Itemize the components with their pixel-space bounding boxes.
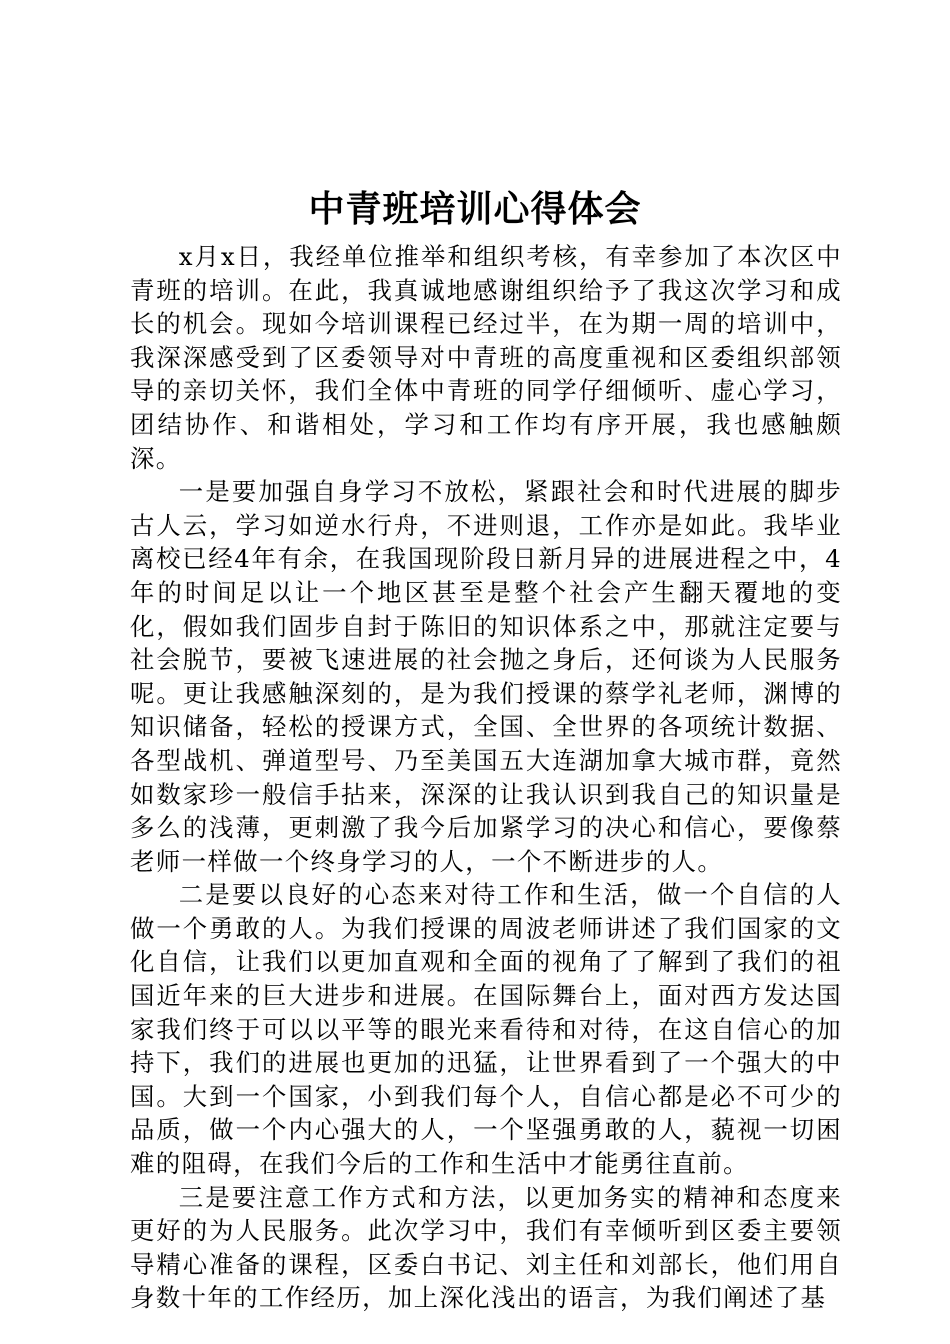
paragraph-point-one: 一是要加强自身学习不放松，紧跟社会和时代进展的脚步古人云，学习如逆水行舟，不进则退，工作亦是如此。我毕业离校已经4年有余，在我国现阶段日新月异的进展进程之中，4年的时间足以让一个地区甚至是整个社会产生翻天覆地的变化，假如我们固步自封于陈旧的知识体系之中，那就注定要与社会脱节，要被飞速进展的社会抛之身后，还何谈为人民服务呢。更让我感触深刻的，是为我们授课的蔡学礼老师，渊博的知识储备，轻松的授课方式，全国、全世界的各项统计数据、各型战机、弹道型号、乃至美国五大连湖加拿大城市群，竟然如数家珍一般信手拈来，深深的让我认识到我自己的知识量是多么的浅薄，更刺激了我今后加紧学习的决心和信心，要像蔡老师一样做一个终身学习的人，一个不断进步的人。: [130, 477, 842, 876]
document-title: 中青班培训心得体会: [308, 188, 642, 230]
paragraph-point-two: 二是要以良好的心态来对待工作和生活，做一个自信的人做一个勇敢的人。为我们授课的周波老师讲述了我们国家的文化自信，让我们以更加直观和全面的视角了了解到了我们的祖国近年来的巨大进步和进展。在国际舞台上，面对西方发达国家我们终于可以以平等的眼光来看待和对待，在这自信心的加持下，我们的进展也更加的迅猛，让世界看到了一个强大的中国。大到一个国家，小到我们每个人，自信心都是必不可少的品质，做一个内心强大的人，一个坚强勇敢的人，藐视一切困难的阻碍，在我们今后的工作和生活中才能勇往直前。: [130, 880, 842, 1179]
paragraph-point-three: 三是要注意工作方式和方法，以更加务实的精神和态度来更好的为人民服务。此次学习中，我们有幸倾听到区委主要领导精心准备的课程，区委白书记、刘主任和刘部长，他们用自身数十年的工作经历，加上深化浅出的语言，为我们阐述了基: [130, 1182, 842, 1313]
document-body: [130, 240, 842, 1315]
paragraph-intro: x月x日，我经单位推举和组织考核，有幸参加了本次区中青班的培训。在此，我真诚地感谢组织给予了我这次学习和成长的机会。现如今培训课程已经过半，在为期一周的培训中，我深深感受到了区委领导对中青班的高度重视和区委组织部领导的亲切关怀，我们全体中青班的同学仔细倾听、虚心学习，团结协作、和谐相处，学习和工作均有序开展，我也感触颇深。: [130, 242, 842, 473]
